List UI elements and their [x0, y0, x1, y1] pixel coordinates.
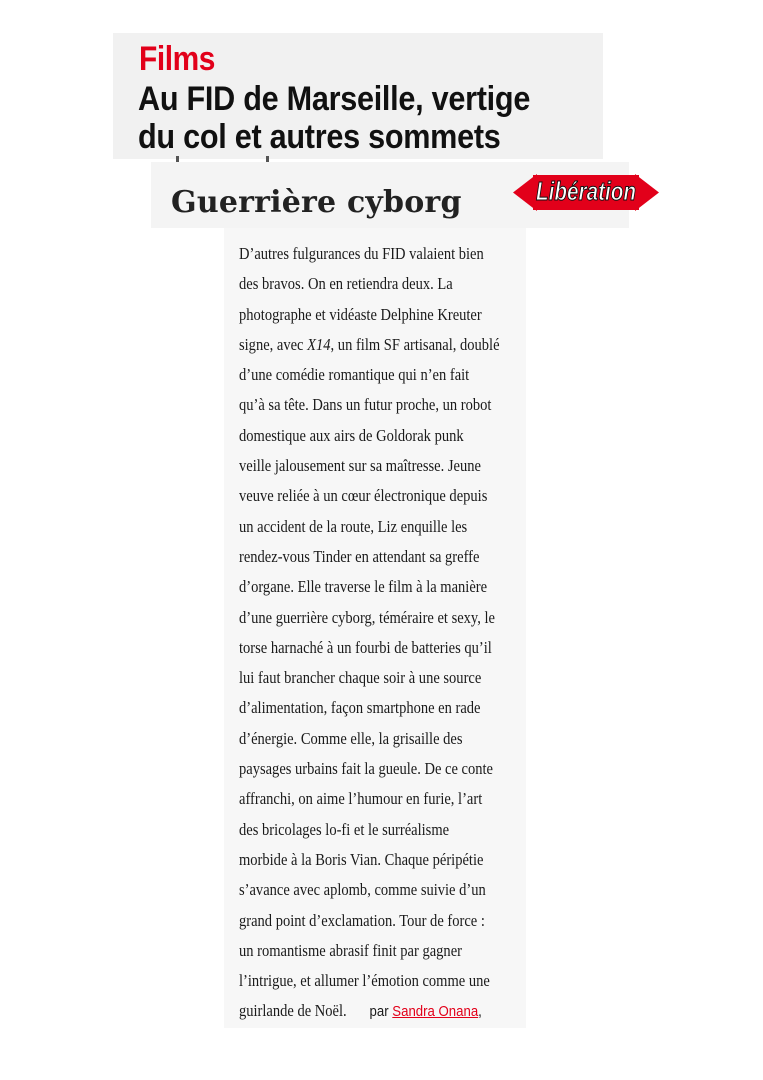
body-line: veille jalousement sur sa maîtresse. Jeune: [239, 456, 481, 476]
body-line: un romantisme abrasif finit par gagner: [239, 940, 462, 960]
body-line: des bravos. On en retiendra deux. La: [239, 274, 453, 294]
body-text: signe, avec: [239, 334, 308, 354]
byline: [370, 997, 482, 1027]
author-link[interactable]: Sandra Onana: [392, 1003, 479, 1021]
headline-line: Au FID de Marseille, vertige: [138, 80, 531, 118]
crop-mark: [266, 156, 269, 162]
film-title: X14: [307, 334, 331, 354]
article-body: [239, 239, 529, 1027]
headline-line: du col et autres sommets: [138, 118, 501, 156]
body-line: des bricolages lo-fi et le surréalisme: [239, 819, 450, 839]
section-label: Films: [139, 40, 215, 78]
body-line: lui faut brancher chaque soir à une source: [239, 668, 482, 688]
body-line: d’organe. Elle traverse le film à la manière: [239, 577, 488, 597]
subhead: Guerrière cyborg: [171, 185, 462, 220]
body-line: D’autres fulgurances du FID valaient bien: [239, 244, 484, 263]
body-line-last: [239, 996, 494, 1026]
body-line: veuve reliée à un cœur électronique depuis: [239, 486, 488, 506]
body-line: d’alimentation, façon smartphone en rade: [239, 698, 481, 718]
liberation-logo: [511, 170, 661, 215]
headline: [138, 80, 606, 156]
body-text: guirlande de Noël.: [239, 1001, 347, 1021]
body-line: torse harnaché à un fourbi de batteries qu’il: [239, 637, 492, 657]
byline-prefix: par: [369, 1003, 389, 1021]
body-text: , un film SF artisanal, doublé: [330, 334, 500, 354]
body-line: domestique aux airs de Goldorak punk: [239, 425, 464, 445]
body-line: d’énergie. Comme elle, la grisaille des: [239, 728, 463, 748]
body-line: un accident de la route, Liz enquille les: [239, 516, 468, 536]
body-line: d’une guerrière cyborg, téméraire et sexy, le: [239, 607, 495, 627]
byline-suffix: ,: [478, 1003, 482, 1021]
crop-mark: [176, 156, 179, 162]
body-line: d’une comédie romantique qui n’en fait: [239, 365, 470, 385]
body-line: affranchi, on aime l’humour en furie, l’art: [239, 789, 483, 809]
body-line: paysages urbains fait la gueule. De ce conte: [239, 759, 494, 779]
body-line: morbide à la Boris Vian. Chaque péripétie: [239, 849, 484, 869]
body-line: grand point d’exclamation. Tour de force :: [239, 910, 485, 930]
body-line: rendez-vous Tinder en attendant sa greffe: [239, 546, 480, 566]
body-line: s’avance avec aplomb, comme suivie d’un: [239, 880, 486, 900]
body-line: photographe et vidéaste Delphine Kreuter: [239, 304, 482, 324]
body-line: l’intrigue, et allumer l’émotion comme une: [239, 971, 490, 991]
body-line: [239, 330, 500, 360]
logo-wordmark: Libération: [536, 176, 636, 206]
body-line: qu’à sa tête. Dans un futur proche, un robot: [239, 395, 492, 415]
